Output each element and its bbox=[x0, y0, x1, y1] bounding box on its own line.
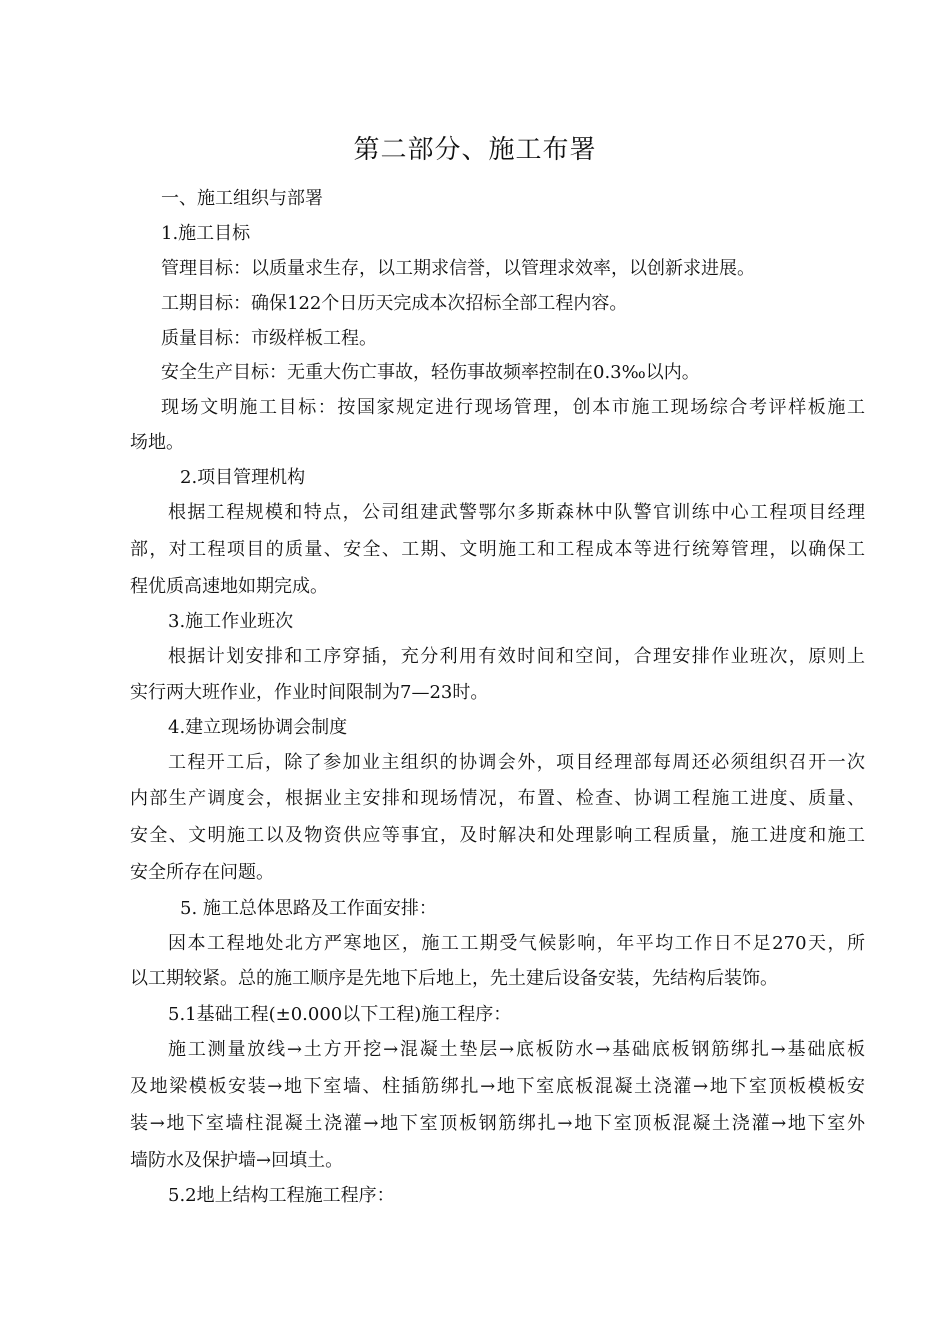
paragraph-line: 管理目标：以质量求生存，以工期求信誉，以管理求效率，以创新求进展。 bbox=[161, 258, 755, 279]
subsection-heading: 3.施工作业班次 bbox=[168, 611, 294, 632]
page-title: 第二部分、施工布署 bbox=[353, 135, 597, 165]
paragraph-line: 因本工程地处北方严寒地区，施工工期受气候影响，年平均工作日不足270天，所 bbox=[168, 933, 865, 954]
paragraph-line: 根据计划安排和工序穿插，充分利用有效时间和空间，合理安排作业班次，原则上 bbox=[168, 646, 865, 667]
subsection-heading: 1.施工目标 bbox=[161, 223, 251, 244]
paragraph-line: 安全所存在问题。 bbox=[130, 862, 274, 883]
paragraph-line: 部，对工程项目的质量、安全、工期、文明施工和工程成本等进行统筹管理，以确保工 bbox=[130, 539, 865, 560]
subsection-heading: 4.建立现场协调会制度 bbox=[168, 717, 348, 738]
paragraph-line: 根据工程规模和特点，公司组建武警鄂尔多斯森林中队警官训练中心工程项目经理 bbox=[168, 502, 865, 523]
paragraph-line: 实行两大班作业，作业时间限制为7—23时。 bbox=[130, 682, 489, 703]
paragraph-line: 以工期较紧。总的施工顺序是先地下后地上，先土建后设备安装，先结构后装饰。 bbox=[130, 968, 778, 989]
paragraph-line: 工期目标：确保122个日历天完成本次招标全部工程内容。 bbox=[161, 293, 628, 314]
subsection-heading: 5. 施工总体思路及工作面安排： bbox=[180, 898, 437, 919]
paragraph-line: 安全生产目标：无重大伤亡事故，轻伤事故频率控制在0.3‰以内。 bbox=[161, 362, 700, 383]
paragraph-line: 墙防水及保护墙→回填土。 bbox=[130, 1150, 344, 1171]
subsection-heading: 2.项目管理机构 bbox=[180, 467, 306, 488]
subsection-heading: 5.1基础工程(±0.000以下工程)施工程序： bbox=[168, 1004, 512, 1025]
paragraph-line: 场地。 bbox=[130, 432, 184, 453]
paragraph-line: 质量目标：市级样板工程。 bbox=[161, 328, 377, 349]
paragraph-line: 及地梁模板安装→地下室墙、柱插筋绑扎→地下室底板混凝土浇灌→地下室顶板模板安 bbox=[130, 1076, 865, 1097]
paragraph-line: 工程开工后，除了参加业主组织的协调会外，项目经理部每周还必须组织召开一次 bbox=[168, 752, 865, 773]
paragraph-line: 装→地下室墙柱混凝土浇灌→地下室顶板钢筋绑扎→地下室顶板混凝土浇灌→地下室外 bbox=[130, 1113, 865, 1134]
paragraph-line: 安全、文明施工以及物资供应等事宜，及时解决和处理影响工程质量，施工进度和施工 bbox=[130, 825, 865, 846]
paragraph-line: 内部生产调度会，根据业主安排和现场情况，布置、检查、协调工程施工进度、质量、 bbox=[130, 788, 865, 809]
section-heading: 一、施工组织与部署 bbox=[161, 188, 323, 209]
paragraph-line: 程优质高速地如期完成。 bbox=[130, 576, 328, 597]
subsection-heading: 5.2地上结构工程施工程序： bbox=[168, 1185, 395, 1206]
paragraph-line: 现场文明施工目标：按国家规定进行现场管理，创本市施工现场综合考评样板施工 bbox=[161, 397, 865, 418]
paragraph-line: 施工测量放线→土方开挖→混凝土垫层→底板防水→基础底板钢筋绑扎→基础底板 bbox=[168, 1039, 865, 1060]
